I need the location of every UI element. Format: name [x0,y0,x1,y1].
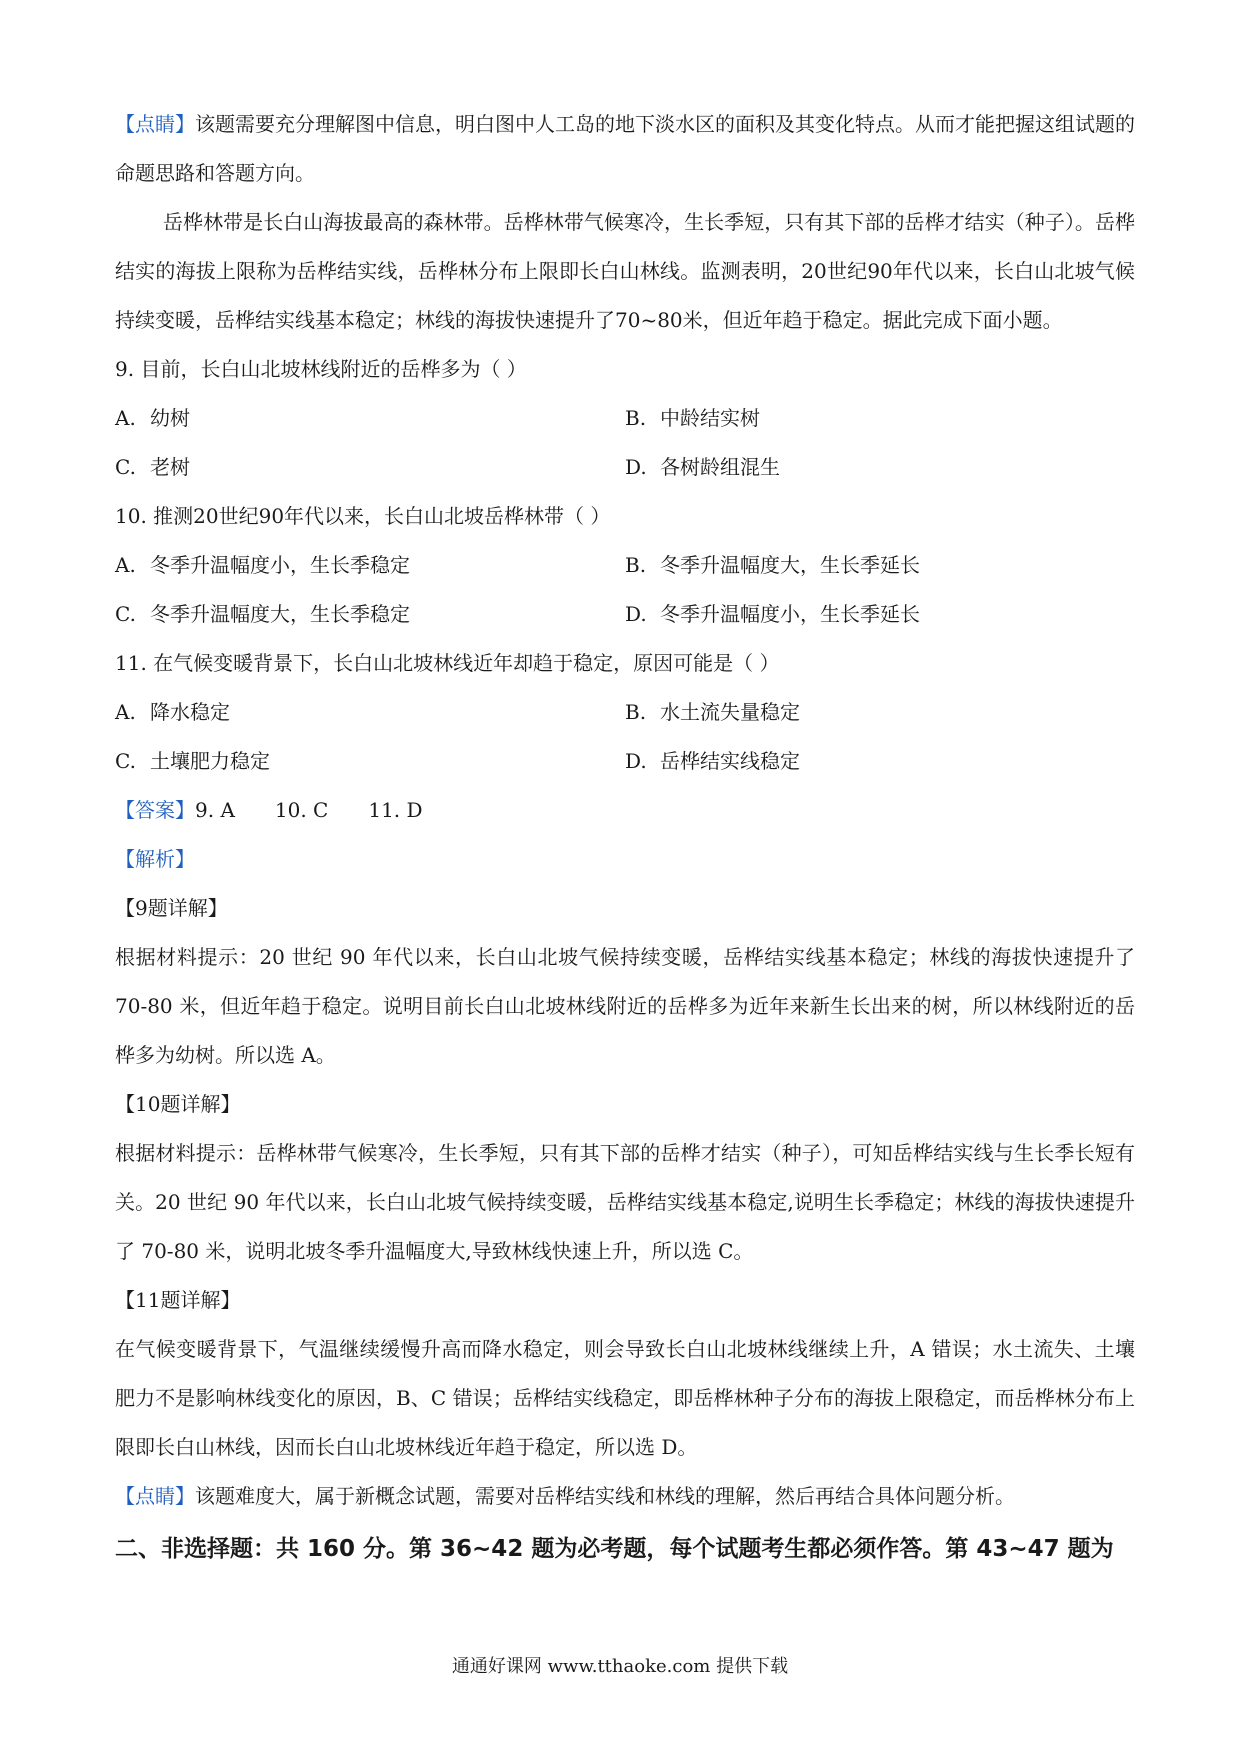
option-11d: D. 岳桦结实线稳定 [625,749,800,773]
question-11-options-row-2 [115,737,1135,786]
option-10c: C. 冬季升温幅度大，生长季稳定 [115,602,410,626]
dianjing-text: 该题需要充分理解图中信息，明白图中人工岛的地下淡水区的面积及其变化特点。从而才能把握这组试题的命题思路和答题方向。 [115,112,1135,185]
question-9-options-row-1 [115,394,1135,443]
question-10-options-row-2 [115,590,1135,639]
section-title: 二、非选择题：共 160 分。第 36~42 题为必考题，每个试题考生都必须作答。第 43~47 题为 [115,1536,1114,1562]
option-11b: B. 水土流失量稳定 [625,700,800,724]
footer-watermark: 通通好课网 www.tthaoke.com 提供下载 [451,1656,789,1677]
analysis-tag: 【解析】 [115,847,195,871]
answer-tag: 【答案】 [115,798,195,822]
option-9c: C. 老树 [115,455,190,479]
detail-11-text: 在气候变暖背景下，气温继续缓慢升高而降水稳定，则会导致长白山北坡林线继续上升，A 错误；水土流失、土壤肥力不是影响林线变化的原因，B、C 错误；岳桦结实线稳定，即岳桦林种子分布的海拔上限稳定，而岳桦林分布上限即长白山林线，因而长白山北坡林线近年趋于稳定，所以选 D。 [115,1337,1135,1459]
dianjing-paragraph-2 [115,1472,1135,1521]
option-11a: A. 降水稳定 [115,700,230,724]
detail-9-text: 根据材料提示：20 世纪 90 年代以来，长白山北坡气候持续变暖，岳桦结实线基本稳定；林线的海拔快速提升了 70-80 米，但近年趋于稳定。说明目前长白山北坡林线附近的岳桦多为近年来新生长出来的树，所以林线附近的岳桦多为幼树。所以选 A。 [115,945,1135,1067]
document-content [115,100,1135,1574]
question-9-options-row-2 [115,443,1135,492]
answer-item: 11. D [368,798,423,822]
option-10b: B. 冬季升温幅度大，生长季延长 [625,553,920,577]
option-10a: A. 冬季升温幅度小，生长季稳定 [115,553,410,577]
option-9d: D. 各树龄组混生 [625,455,780,479]
question-11-stem: 11. 在气候变暖背景下，长白山北坡林线近年却趋于稳定，原因可能是（ ） [115,651,780,675]
option-10d: D. 冬季升温幅度小，生长季延长 [625,602,920,626]
dianjing-text: 该题难度大，属于新概念试题，需要对岳桦结实线和林线的理解，然后再结合具体问题分析。 [195,1484,1015,1508]
detail-10-text: 根据材料提示：岳桦林带气候寒冷，生长季短，只有其下部的岳桦才结实（种子），可知岳桦结实线与生长季长短有关。20 世纪 90 年代以来，长白山北坡气候持续变暖，岳桦结实线基本稳定,说明生长季稳定；林线的海拔快速提升了 70-80 米，说明北坡冬季升温幅度大,导致林线快速上升，所以选 C。 [115,1141,1135,1263]
question-10-options-row-1 [115,541,1135,590]
detail-11-title: 【11题详解】 [115,1288,241,1312]
question-11-options-row-1 [115,688,1135,737]
option-9b: B. 中龄结实树 [625,406,760,430]
dianjing-tag: 【点睛】 [115,1484,195,1508]
option-11c: C. 土壤肥力稳定 [115,749,270,773]
question-10-stem: 10. 推测20世纪90年代以来，长白山北坡岳桦林带（ ） [115,504,611,528]
detail-9-title: 【9题详解】 [115,896,228,920]
answer-item: 9. A [195,798,235,822]
dianjing-tag: 【点睛】 [115,112,195,136]
dianjing-paragraph-1 [115,100,1135,198]
option-9a: A. 幼树 [115,406,190,430]
detail-10-title: 【10题详解】 [115,1092,241,1116]
answer-line [115,786,1135,835]
material-paragraph: 岳桦林带是长白山海拔最高的森林带。岳桦林带气候寒冷，生长季短，只有其下部的岳桦才结实（种子）。岳桦结实的海拔上限称为岳桦结实线，岳桦林分布上限即长白山林线。监测表明，20世纪90年代以来，长白山北坡气候持续变暖，岳桦结实线基本稳定；林线的海拔快速提升了70~80米，但近年趋于稳定。据此完成下面小题。 [115,210,1135,332]
answer-item: 10. C [274,798,329,822]
question-9-stem: 9. 目前，长白山北坡林线附近的岳桦多为（ ） [115,357,527,381]
